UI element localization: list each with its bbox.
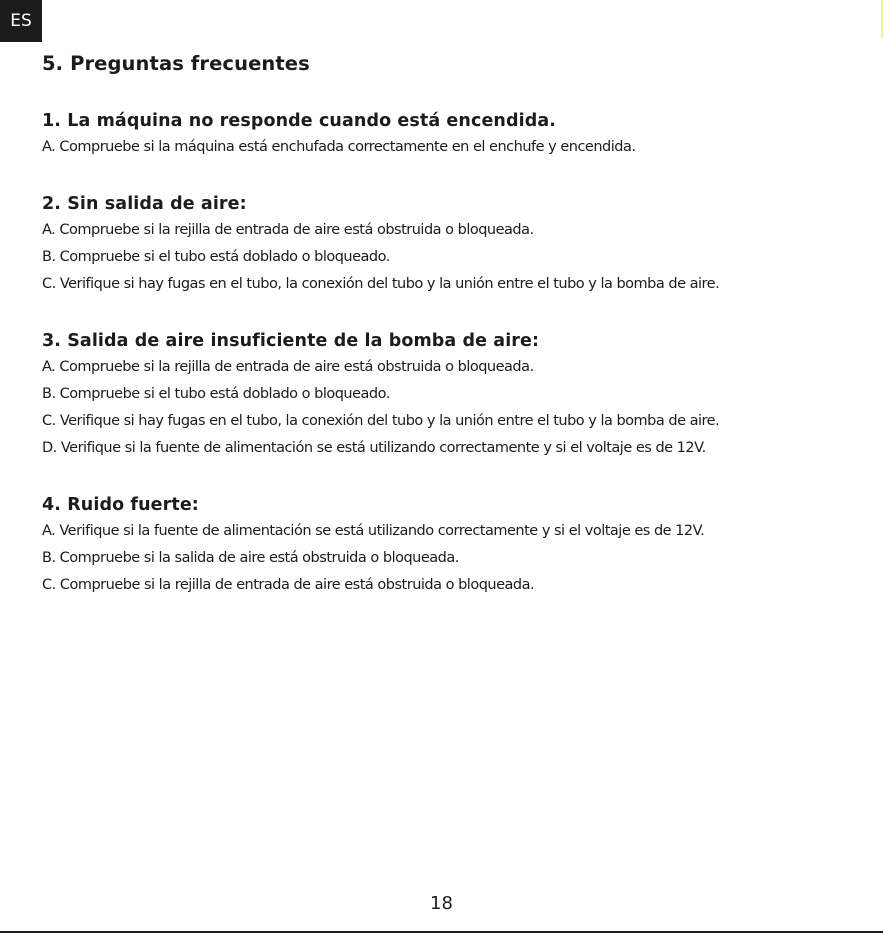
faq-item: A. Compruebe si la máquina está enchufada correctamente en el enchufe y encendida. [42, 139, 636, 155]
page-number: 18 [430, 893, 453, 914]
faq-section-3 [42, 328, 872, 462]
faq-section-1 [42, 108, 872, 161]
faq-item: A. Verifique si la fuente de alimentación se está utilizando correctamente y si el voltaje es de 12V. [42, 523, 705, 539]
faq-item: C. Verifique si hay fugas en el tubo, la conexión del tubo y la unión entre el tubo y la bomba de aire. [42, 413, 720, 429]
faq-heading: 2. Sin salida de aire: [42, 194, 247, 214]
faq-item: A. Compruebe si la rejilla de entrada de aire está obstruida o bloqueada. [42, 222, 534, 238]
faq-item: A. Compruebe si la rejilla de entrada de aire está obstruida o bloqueada. [42, 359, 534, 375]
faq-content [42, 50, 872, 599]
faq-item: C. Verifique si hay fugas en el tubo, la conexión del tubo y la unión entre el tubo y la bomba de aire. [42, 276, 720, 292]
faq-item: B. Compruebe si el tubo está doblado o bloqueado. [42, 386, 390, 402]
faq-heading: 1. La máquina no responde cuando está encendida. [42, 111, 556, 131]
page-title: 5. Preguntas frecuentes [42, 52, 310, 75]
faq-section-4 [42, 492, 872, 599]
faq-item: B. Compruebe si la salida de aire está obstruida o bloqueada. [42, 550, 459, 566]
faq-item: C. Compruebe si la rejilla de entrada de aire está obstruida o bloqueada. [42, 577, 535, 593]
faq-section-2 [42, 191, 872, 298]
faq-item: D. Verifique si la fuente de alimentación se está utilizando correctamente y si el voltaje es de 12V. [42, 440, 706, 456]
faq-heading: 4. Ruido fuerte: [42, 495, 199, 515]
language-tab: ES [0, 0, 42, 42]
faq-heading: 3. Salida de aire insuficiente de la bomba de aire: [42, 331, 540, 351]
faq-item: B. Compruebe si el tubo está doblado o bloqueado. [42, 249, 390, 265]
